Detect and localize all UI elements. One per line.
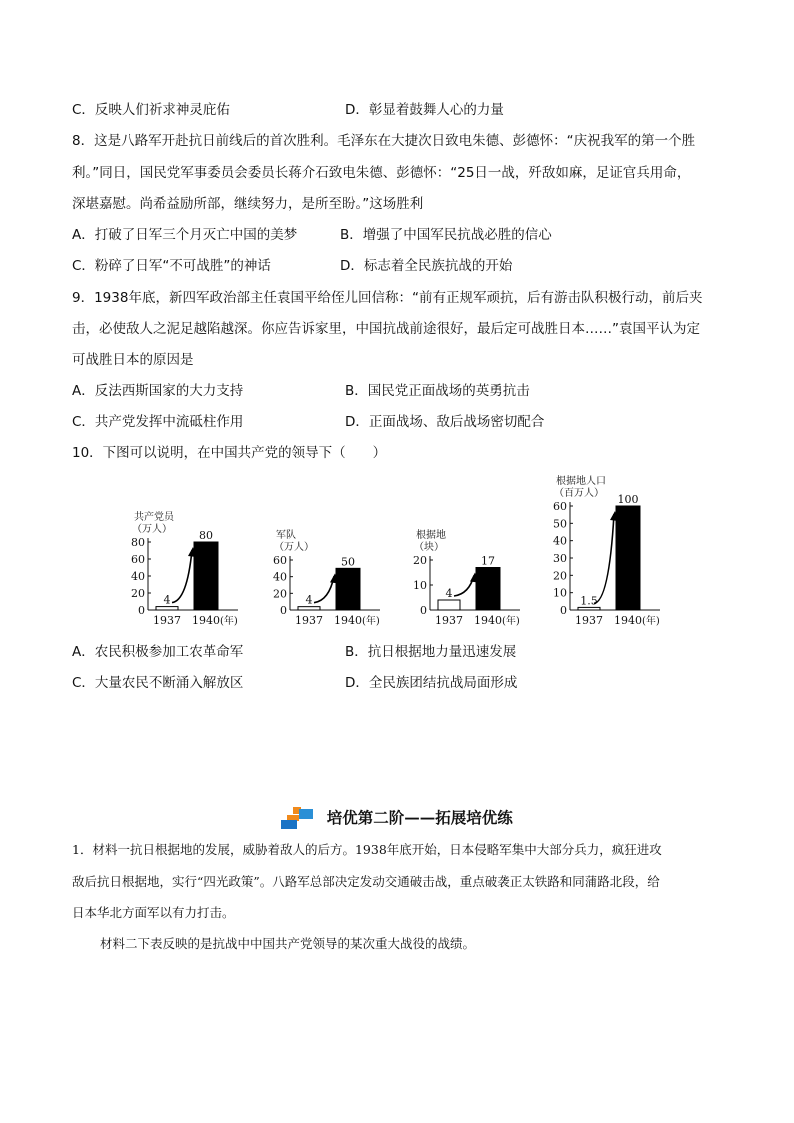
q8-stem-line3: 深堪嘉慰。尚希益励所部，继续努力，是所至盼。”这场胜利 (72, 196, 424, 212)
chart-x-unit: (年) (220, 616, 238, 627)
chart-x-unit: (年) (502, 616, 520, 627)
chart-bar (194, 542, 218, 610)
material-line1: 1．材料一抗日根据地的发展，威胁着敌人的后方。1938年底开始，日本侵略军集中大部分兵力，疯狂进攻 (72, 842, 662, 857)
chart-x-tick-label: 1937 (435, 614, 463, 627)
chart-x-tick-label: 1940 (474, 614, 502, 627)
chart-y-tick-label: 0 (138, 604, 145, 617)
chart-x-unit: (年) (362, 616, 380, 627)
chart-ylabel: 根据地人口 (556, 476, 606, 487)
q10-option-d: D．全民族团结抗战局面形成 (345, 675, 518, 691)
q10-option-b: B．抗日根据地力量迅速发展 (345, 644, 517, 660)
chart-data-label: 50 (341, 555, 355, 569)
chart-y-tick-label: 20 (413, 554, 427, 567)
chart-y-tick-label: 40 (273, 570, 287, 584)
q8-option-a: A．打破了日军三个月灭亡中国的美梦 (72, 227, 298, 243)
q9-stem-line1: 9．1938年底，新四军政治部主任袁国平给侄儿回信称：“前有正规军顽抗，后有游击队积极行动，前后夹 (72, 290, 703, 306)
chart-ylabel: 军队 (276, 530, 296, 541)
q8-option-b: B．增强了中国军民抗战必胜的信心 (340, 227, 552, 243)
chart-y-tick-label: 60 (131, 553, 145, 566)
chart-ylabel-unit: （块） (414, 542, 444, 553)
chart-x-tick-label: 1940 (334, 614, 362, 627)
chart-bar (298, 607, 320, 610)
chart-y-tick-label: 0 (560, 604, 567, 617)
chart-x-tick-label: 1940 (614, 614, 642, 627)
chart-growth-arrow (172, 550, 192, 603)
chart-data-label: 1.5 (580, 594, 598, 608)
q8-option-d: D．标志着全民族抗战的开始 (340, 258, 513, 274)
chart-bar (616, 506, 640, 610)
chart-y-tick-label: 60 (553, 500, 567, 513)
chart-x-tick-label: 1937 (575, 614, 603, 627)
chart-y-tick-label: 10 (413, 579, 427, 592)
q7-option-d: D．彰显着鼓舞人心的力量 (345, 102, 504, 118)
material-line4: 材料二下表反映的是抗战中中国共产党领导的某次重大战役的战绩。 (100, 936, 476, 951)
q9-stem-line3: 可战胜日本的原因是 (72, 352, 194, 368)
chart-bar (438, 600, 460, 610)
chart-growth-arrow (594, 514, 614, 603)
chart-x-tick-label: 1940 (192, 614, 220, 627)
chart-data-label: 100 (617, 493, 639, 506)
chart-y-tick-label: 0 (420, 604, 427, 617)
q10-option-c: C．大量农民不断涌入解放区 (72, 675, 244, 691)
chart-ylabel: 共产党员 (134, 512, 174, 523)
chart-data-label: 4 (305, 593, 313, 607)
chart-ylabel-unit: （百万人） (554, 488, 604, 499)
chart-y-tick-label: 20 (273, 587, 287, 601)
chart-y-tick-label: 80 (131, 536, 145, 549)
chart-y-tick-label: 30 (553, 552, 567, 565)
q9-stem-line2: 击，必使敌人之泥足越陷越深。你应告诉家里，中国抗战前途很好，最后定可战胜日本……”袁国平认为定 (72, 321, 700, 337)
chart-bar (476, 568, 500, 611)
chart-bar (156, 607, 178, 610)
chart-ylabel: 根据地 (416, 530, 446, 541)
chart-bar (578, 607, 600, 610)
material-line3: 日本华北方面军以有力打击。 (72, 905, 235, 920)
chart-y-tick-label: 10 (553, 586, 567, 600)
chart-x-unit: (年) (642, 616, 660, 627)
chart-x-tick-label: 1937 (153, 614, 181, 627)
section-logo-icon (281, 807, 317, 831)
chart-data-label: 17 (481, 554, 495, 568)
q8-option-c: C．粉碎了日军“不可战胜”的神话 (72, 258, 271, 274)
q7-option-c: C．反映人们祈求神灵庇佑 (72, 102, 230, 118)
chart-y-tick-label: 20 (131, 587, 145, 600)
material-line2: 敌后抗日根据地，实行“四光政策”。八路军总部决定发动交通破击战，重点破袭正太铁路和同蒲路北段，给 (72, 874, 660, 889)
q9-option-a: A．反法西斯国家的大力支持 (72, 383, 244, 399)
chart-y-tick-label: 60 (273, 554, 287, 567)
q8-stem-line2: 利。”同日，国民党军事委员会委员长蒋介石致电朱德、彭德怀：“25日一战，歼敌如麻，足证官兵用命， (72, 165, 691, 181)
chart-ylabel-unit: （万人） (274, 542, 314, 553)
chart-data-label: 4 (445, 587, 453, 600)
q10-stem: 10．下图可以说明，在中国共产党的领导下（ ） (72, 445, 387, 461)
chart-growth-arrow (454, 576, 474, 597)
chart-ylabel-unit: （万人） (132, 524, 172, 535)
q9-option-b: B．国民党正面战场的英勇抗击 (345, 383, 530, 399)
section-title-text: 培优第二阶——拓展培优练 (326, 808, 513, 827)
chart-data-label: 4 (163, 593, 171, 607)
q9-option-c: C．共产党发挥中流砥柱作用 (72, 414, 244, 430)
chart-y-tick-label: 40 (131, 570, 145, 583)
chart-y-tick-label: 0 (280, 604, 287, 617)
q10-option-a: A．农民积极参加工农革命军 (72, 644, 244, 660)
chart-y-tick-label: 20 (553, 569, 567, 583)
section-heading (0, 806, 794, 831)
chart-y-tick-label: 50 (553, 517, 567, 531)
q9-option-d: D．正面战场、敌后战场密切配合 (345, 414, 545, 430)
q10-charts (110, 474, 690, 634)
chart-bar (336, 568, 360, 610)
q8-stem-line1: 8．这是八路军开赴抗日前线后的首次胜利。毛泽东在大捷次日致电朱德、彭德怀：“庆祝我军的第一个胜 (72, 133, 696, 149)
chart-data-label: 80 (199, 529, 213, 542)
chart-growth-arrow (314, 576, 334, 602)
chart-x-tick-label: 1937 (295, 614, 323, 627)
chart-y-tick-label: 40 (553, 534, 567, 548)
